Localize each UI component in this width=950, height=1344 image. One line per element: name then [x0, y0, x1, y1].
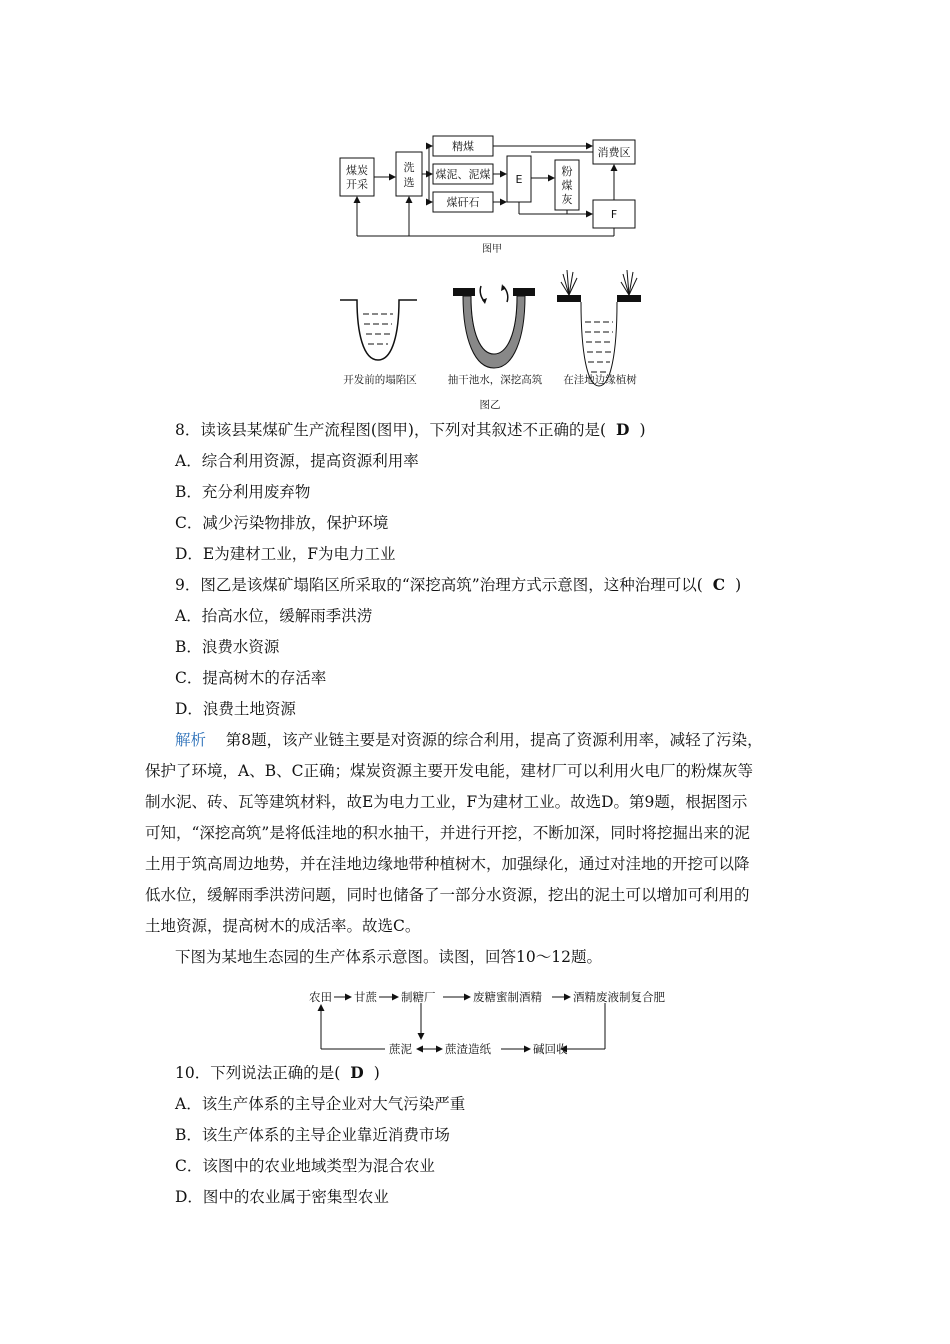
q8-option-b: B．充分利用废弃物: [175, 483, 311, 501]
q10-option-a: A．该生产体系的主导企业对大气污染严重: [175, 1095, 466, 1113]
analysis-line-2: 保护了环境，A、B、C正确；煤炭资源主要开发电能，建材厂可以利用火电厂的粉煤灰等: [145, 762, 753, 780]
figure-yi-label-3: 在洼地边缘植树: [563, 374, 637, 386]
analysis-line-1: 第8题，该产业链主要是对资源的综合利用，提高了资源利用率，减轻了污染，: [225, 731, 763, 749]
box-e-label: E: [515, 173, 523, 186]
q9-stem-text: 9．图乙是该煤矿塌陷区所采取的“深挖高筑”治理方式示意图，这种治理可以(: [175, 576, 703, 594]
q9-option-c: C．提高树木的存活率: [175, 669, 327, 687]
eco-node-bagasse-paper: 蔗渣造纸: [445, 1042, 491, 1056]
q9-option-b: B．浪费水资源: [175, 638, 280, 656]
analysis-line-4: 可知，“深挖高筑”是将低洼地的积水抽干，并进行开挖，不断加深，同时将挖掘出来的泥: [145, 824, 750, 842]
analysis-line-3: 制水泥、砖、瓦等建筑材料，故E为电力工业，F为建材工业。故选D。第9题，根据图示: [145, 793, 748, 811]
q10-stem: [175, 1063, 380, 1083]
analysis-line-7: 土地资源，提高树木的成活率。故选C。: [145, 917, 421, 935]
panel-dig-deep-build-high: [453, 284, 535, 368]
box-washing-label-2: 选: [403, 176, 415, 189]
figure-yi-label-2: 抽干池水，深挖高筑: [447, 374, 543, 386]
eco-node-cane-mud: 蔗泥: [389, 1042, 412, 1056]
q10-answer: D: [350, 1063, 364, 1082]
tree-left-icon: [561, 270, 577, 295]
analysis-first-line: [175, 730, 763, 750]
q9-stem-close: ): [735, 576, 742, 594]
box-flyash-label-2: 煤: [561, 179, 573, 192]
figure-yi-caption: 图乙: [479, 399, 501, 411]
figure-jia-caption: 图甲: [482, 244, 502, 255]
eco-node-molasses-alcohol: 废糖蜜制酒精: [473, 990, 542, 1004]
eco-node-compound-fertilizer: 酒精废液制复合肥: [573, 990, 665, 1004]
figure-yi-diagram: [335, 262, 655, 414]
box-flyash-label-1: 粉: [561, 165, 573, 178]
figure-jia-flowchart: [335, 130, 645, 255]
q10-stem-text: 10．下列说法正确的是(: [175, 1064, 341, 1082]
q9-answer: C: [712, 575, 726, 594]
tree-right-icon: [621, 270, 637, 295]
q9-option-a: A．抬高水位，缓解雨季洪涝: [175, 607, 373, 625]
analysis-line-6: 低水位，缓解雨季洪涝问题，同时也储备了一部分水资源，挖出的泥土可以增加可利用的: [145, 886, 750, 904]
box-washing-label-1: 洗: [403, 161, 415, 174]
q10-option-b: B．该生产体系的主导企业靠近消费市场: [175, 1126, 450, 1144]
q10-option-d: D．图中的农业属于密集型农业: [175, 1188, 389, 1206]
box-flyash-label-3: 灰: [561, 193, 573, 206]
panel-plant-trees: [557, 270, 641, 386]
box-gangue-label: 煤矸石: [446, 196, 480, 209]
box-coal-mining-label-1: 煤炭: [346, 164, 368, 177]
q8-answer: D: [616, 420, 630, 439]
figure-eco-flow: [305, 983, 685, 1059]
q9-stem: [175, 575, 741, 595]
q8-stem-close: ): [639, 421, 646, 439]
box-consumer-label: 消费区: [597, 146, 631, 159]
q8-option-c: C．减少污染物排放，保护环境: [175, 514, 389, 532]
box-washing: [396, 152, 422, 196]
q10-stem-close: ): [373, 1064, 380, 1082]
q10-option-c: C．该图中的农业地域类型为混合农业: [175, 1157, 435, 1175]
figure-yi-label-1: 开发前的塌陷区: [343, 374, 417, 386]
q8-option-d: D．E为建材工业，F为电力工业: [175, 545, 396, 563]
q8-stem-text: 8．读该县某煤矿生产流程图(图甲)，下列对其叙述不正确的是(: [175, 421, 607, 439]
eco-node-sugar-factory: 制糖厂: [401, 990, 436, 1004]
q8-option-a: A．综合利用资源，提高资源利用率: [175, 452, 419, 470]
q8-stem: [175, 420, 646, 440]
box-f-label: F: [610, 208, 618, 221]
panel-before-subsidence: [340, 300, 417, 360]
eco-node-sugarcane: 甘蔗: [354, 990, 377, 1004]
box-coal-mining-label-2: 开采: [346, 178, 368, 191]
eco-node-farmland: 农田: [309, 990, 332, 1004]
eco-node-alkali-recovery: 碱回收: [533, 1042, 568, 1056]
intro-10-12: 下图为某地生态园的生产体系示意图。读图，回答10～12题。: [175, 948, 602, 966]
analysis-label: 解析: [175, 731, 207, 749]
q9-option-d: D．浪费土地资源: [175, 700, 296, 718]
analysis-line-5: 土用于筑高周边地势，并在洼地边缘地带种植树木，加强绿化，通过对洼地的开挖可以降: [145, 855, 750, 873]
box-refined-coal-label: 精煤: [452, 140, 474, 153]
box-slime-label: 煤泥、泥煤: [435, 168, 491, 181]
